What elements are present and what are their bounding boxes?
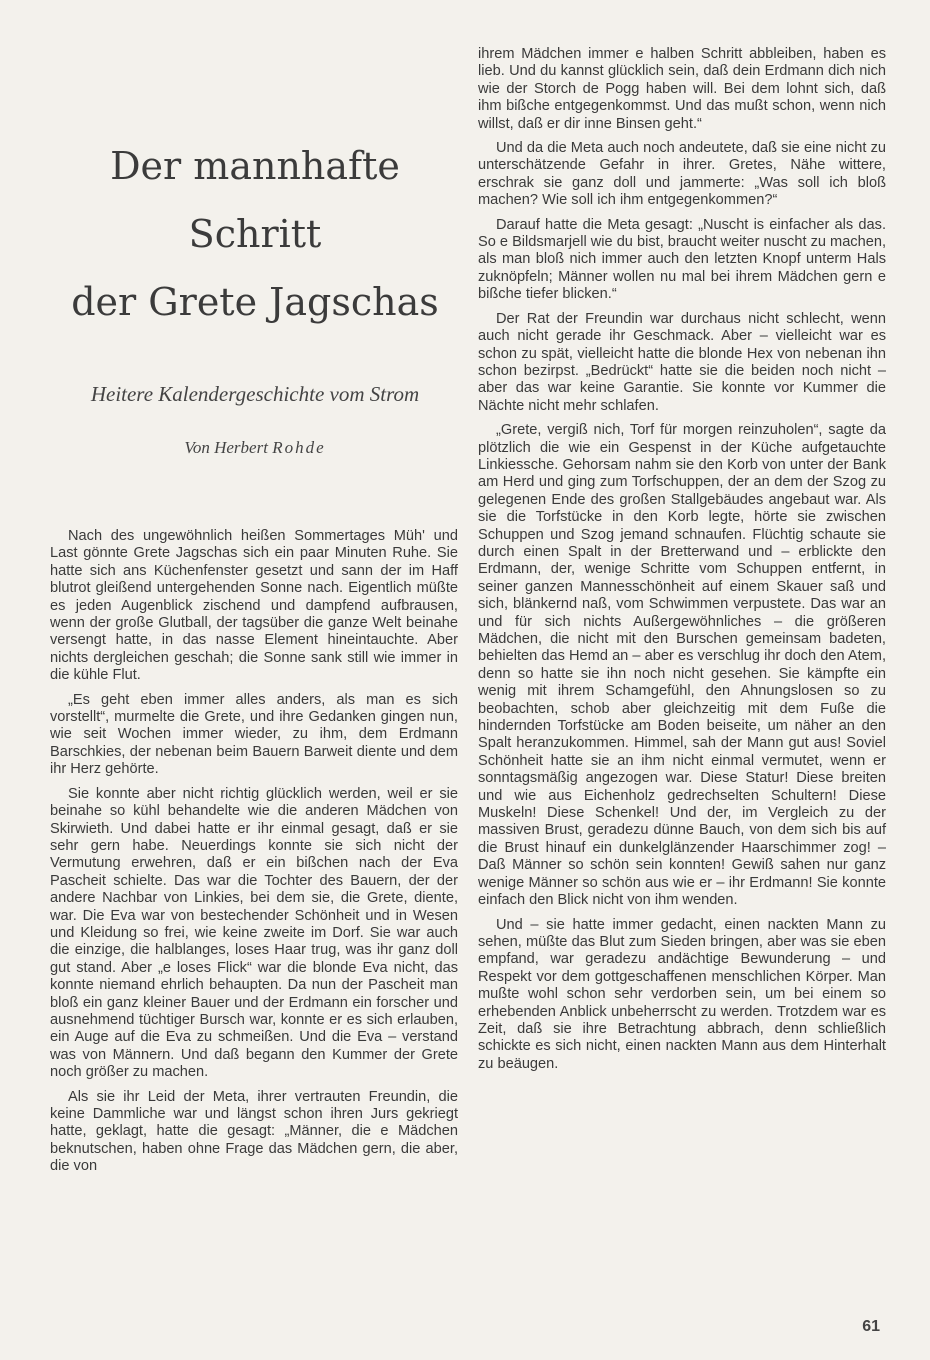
title-line: Der mannhafte bbox=[110, 144, 400, 188]
left-body-text bbox=[50, 528, 458, 1183]
paragraph: Und da die Meta auch noch andeutete, daß sie eine nicht zu unterschätzende Gefahr in ihrer. Gretes, Nähe wittere, erschrak sie ganz doll und jammerte: „Was soll ich bloß machen? Wie soll ich ihm entgegenkommen?“ bbox=[478, 140, 886, 209]
byline bbox=[50, 438, 460, 458]
paragraph: ihrem Mädchen immer e halben Schritt abbleiben, haben es lieb. Und du kannst glücklich sein, daß dein Erdmann dich nich wie der Storch de Pogg haben will. Bei dem lohnt sich, daß ihm bißche entgegenkommst. Und das mußt schon, wenn nich willst, daß er dir inne Binsen geht.“ bbox=[478, 46, 886, 132]
byline-prefix: Von Herbert bbox=[184, 438, 273, 457]
paragraph: Und – sie hatte immer gedacht, einen nackten Mann zu sehen, müßte das Blut zum Sieden bringen, aber was sie eben empfand, war geradezu andächtige Bewunderung – und Respekt vor dem gottgeschaffenen menschlichen Körper. Man mußte wohl schon sehr verdorben sein, um bei einem so erhebenden Anblick unbeherrscht zu werden. Trotzdem war es Zeit, daß sie ihre Betrachtung abbrach, denn schließlich schickte es sich nicht, einen nackten Mann aus dem Hinterhalt zu beäugen. bbox=[478, 916, 886, 1072]
paragraph: Nach des ungewöhnlich heißen Sommertages Müh' und Last gönnte Grete Jagschas sich ein paar Minuten Ruhe. Sie hatte sich ans Küchenfenster gesetzt und sann der im Haff blutrot gleißend untergehenden Sonne nach. Eigentlich müßte es jeden Augenblick zischend und dampfend aufbrausen, wenn der große Glutball, der tagsüber die ganze Welt beinahe versengt hatte, in das nasse Element hineintauchte. Aber nichts dergleichen geschah; die Sonne sank still wie immer in die kühle Flut. bbox=[50, 528, 458, 684]
paragraph: Als sie ihr Leid der Meta, ihrer vertrauten Freundin, die keine Dammliche war und längst schon ihren Jurs gekriegt hatte, geklagt, hatte die gesagt: „Männer, die e Mädchen beknutschen, haben ohne Frage das Mädchen gern, die aber, die von bbox=[50, 1088, 458, 1175]
right-column bbox=[478, 46, 886, 1080]
article-subtitle: Heitere Kalendergeschichte vom Strom bbox=[90, 382, 420, 406]
paragraph: Der Rat der Freundin war durchaus nicht schlecht, wenn auch nicht gerade ihr Geschmack. Aber – vielleicht war es schon zu spät, vielleicht hatte die blonde Hex von nebenan ihn schon bezirpst. „Bedrückt“ hatte sie die beiden noch nicht – aber das war keine Garantie. Sie konnte vor Kummer die Nächte nicht mehr schlafen. bbox=[478, 310, 886, 414]
author-name: Rohde bbox=[272, 438, 326, 457]
title-line: Schritt bbox=[188, 212, 322, 256]
title-line: der Grete Jagschas bbox=[71, 280, 439, 324]
paragraph: Sie konnte aber nicht richtig glücklich werden, weil er sie beinahe so kühl behandelte wie die anderen Mädchen von Skirwieth. Und dabei hatte er ihr einmal gesagt, daß er sie sehr gern habe. Neuerdings konnte sie sich nicht der Vermutung erwehren, daß er ein bißchen nach der Eva Pascheit schielte. Das war die Tochter des Bauern, der der andere Nachbar von Linkies, bei dem sie, die Grete, diente, war. Die Eva war von bestechender Schönheit und in Wesen und Kleidung so frei, wie keine zweite im Dorf. Sie war auch die einzige, die halblanges, loses Haar trug, was ihr ganz doll gut stand. Aber „e loses Flick“ war die blonde Eva nicht, das konnte niemand ehrlich behaupten. Da nun der Pascheit man bloß ein ganz kleiner Bauer und der Erdmann ein forscher und ausnehmend tüchtiger Bursch war, konnte er es sich erlauben, ein Auge auf die Eva zu schmeißen. Und die Eva – verstand was von Männern. Und daß begann den Kummer der Grete noch größer zu machen. bbox=[50, 785, 458, 1081]
page-number: 61 bbox=[862, 1318, 880, 1335]
paragraph: „Grete, vergiß nich, Torf für morgen reinzuholen“, sagte da plötzlich die wie ein Gespenst in der Küche aufgetauchte Linkiessche. Gehorsam nahm sie den Korb von unter der Bank am Herd und ging zum Torfschuppen, der an dem der Szog zu gelegenen Ende des großen Stallgebäudes angebaut war. Als sie die Torfstücke in den Korb legte, hörte sie zwischen Schuppen und Szog jemand schnaufen. Flüchtig schaute sie durch einen Spalt in der Bretterwand und – erblickte den Erdmann, der, wenige Schritte vom Schuppen entfernt, in seiner ganzen Mannesschönheit auf einem Skauer saß und sich, blänkernd naß, vom Schwimmen verpustete. Das war an und für sich nichts Außergewöhnliches – die größeren Mädchen, die nicht mit den Burschen gemeinsam badeten, behielten das Hemd an – aber es verschlug ihr doch den Atem, denn so hatte sie ihn noch nicht gesehen. Sie kämpfte ein wenig mit ihrem Schamgefühl, den Ahnungslosen so zu beobachten, schob aber gleichzeitig mit dem Fuße die hindernden Torfstücke am Boden beiseite, um näher an den Spalt heranzukommen. Himmel, sah der Mann gut aus! Soviel Schönheit hatte sie an ihm nicht einmal vermutet, wenn er sonntagsmäßig angezogen war. Diese Statur! Diese breiten und wie aus Eichenholz gedrechselten Schultern! Diese Muskeln! Diese Schenkel! Und der, im Vergleich zu der massiven Brust, geradezu dünne Bauch, von dem sich bis auf die Brust hinauf ein dunkelglänzender Haarschimmer zog! – Daß Männer so schön sein konnten! Gewiß sahen nur ganz wenige Männer so schön aus wie er – ihr Erdmann! Sie konnte einfach den Blick nicht von ihm wenden. bbox=[478, 422, 886, 909]
left-column bbox=[50, 0, 458, 1320]
article-title bbox=[50, 132, 460, 336]
paragraph: „Es geht eben immer alles anders, als man es sich vorstellt“, murmelte die Grete, und ihre Gedanken gingen nun, wie seit Wochen immer wieder, zu ihm, dem Erdmann Barschkies, der nebenan beim Bauern Barweit diente und dem ihr Herz gehörte. bbox=[50, 691, 458, 778]
paragraph: Darauf hatte die Meta gesagt: „Nuscht is einfacher als das. So e Bildsmarjell wie du bist, braucht weiter nuscht zu machen, als man bloß nich immer auch den letzten Knopf unterm Hals zuknöpfeln; Männer wollen nu mal bei ihrem Mädchen gern e bißche tiefer blicken.“ bbox=[478, 216, 887, 303]
